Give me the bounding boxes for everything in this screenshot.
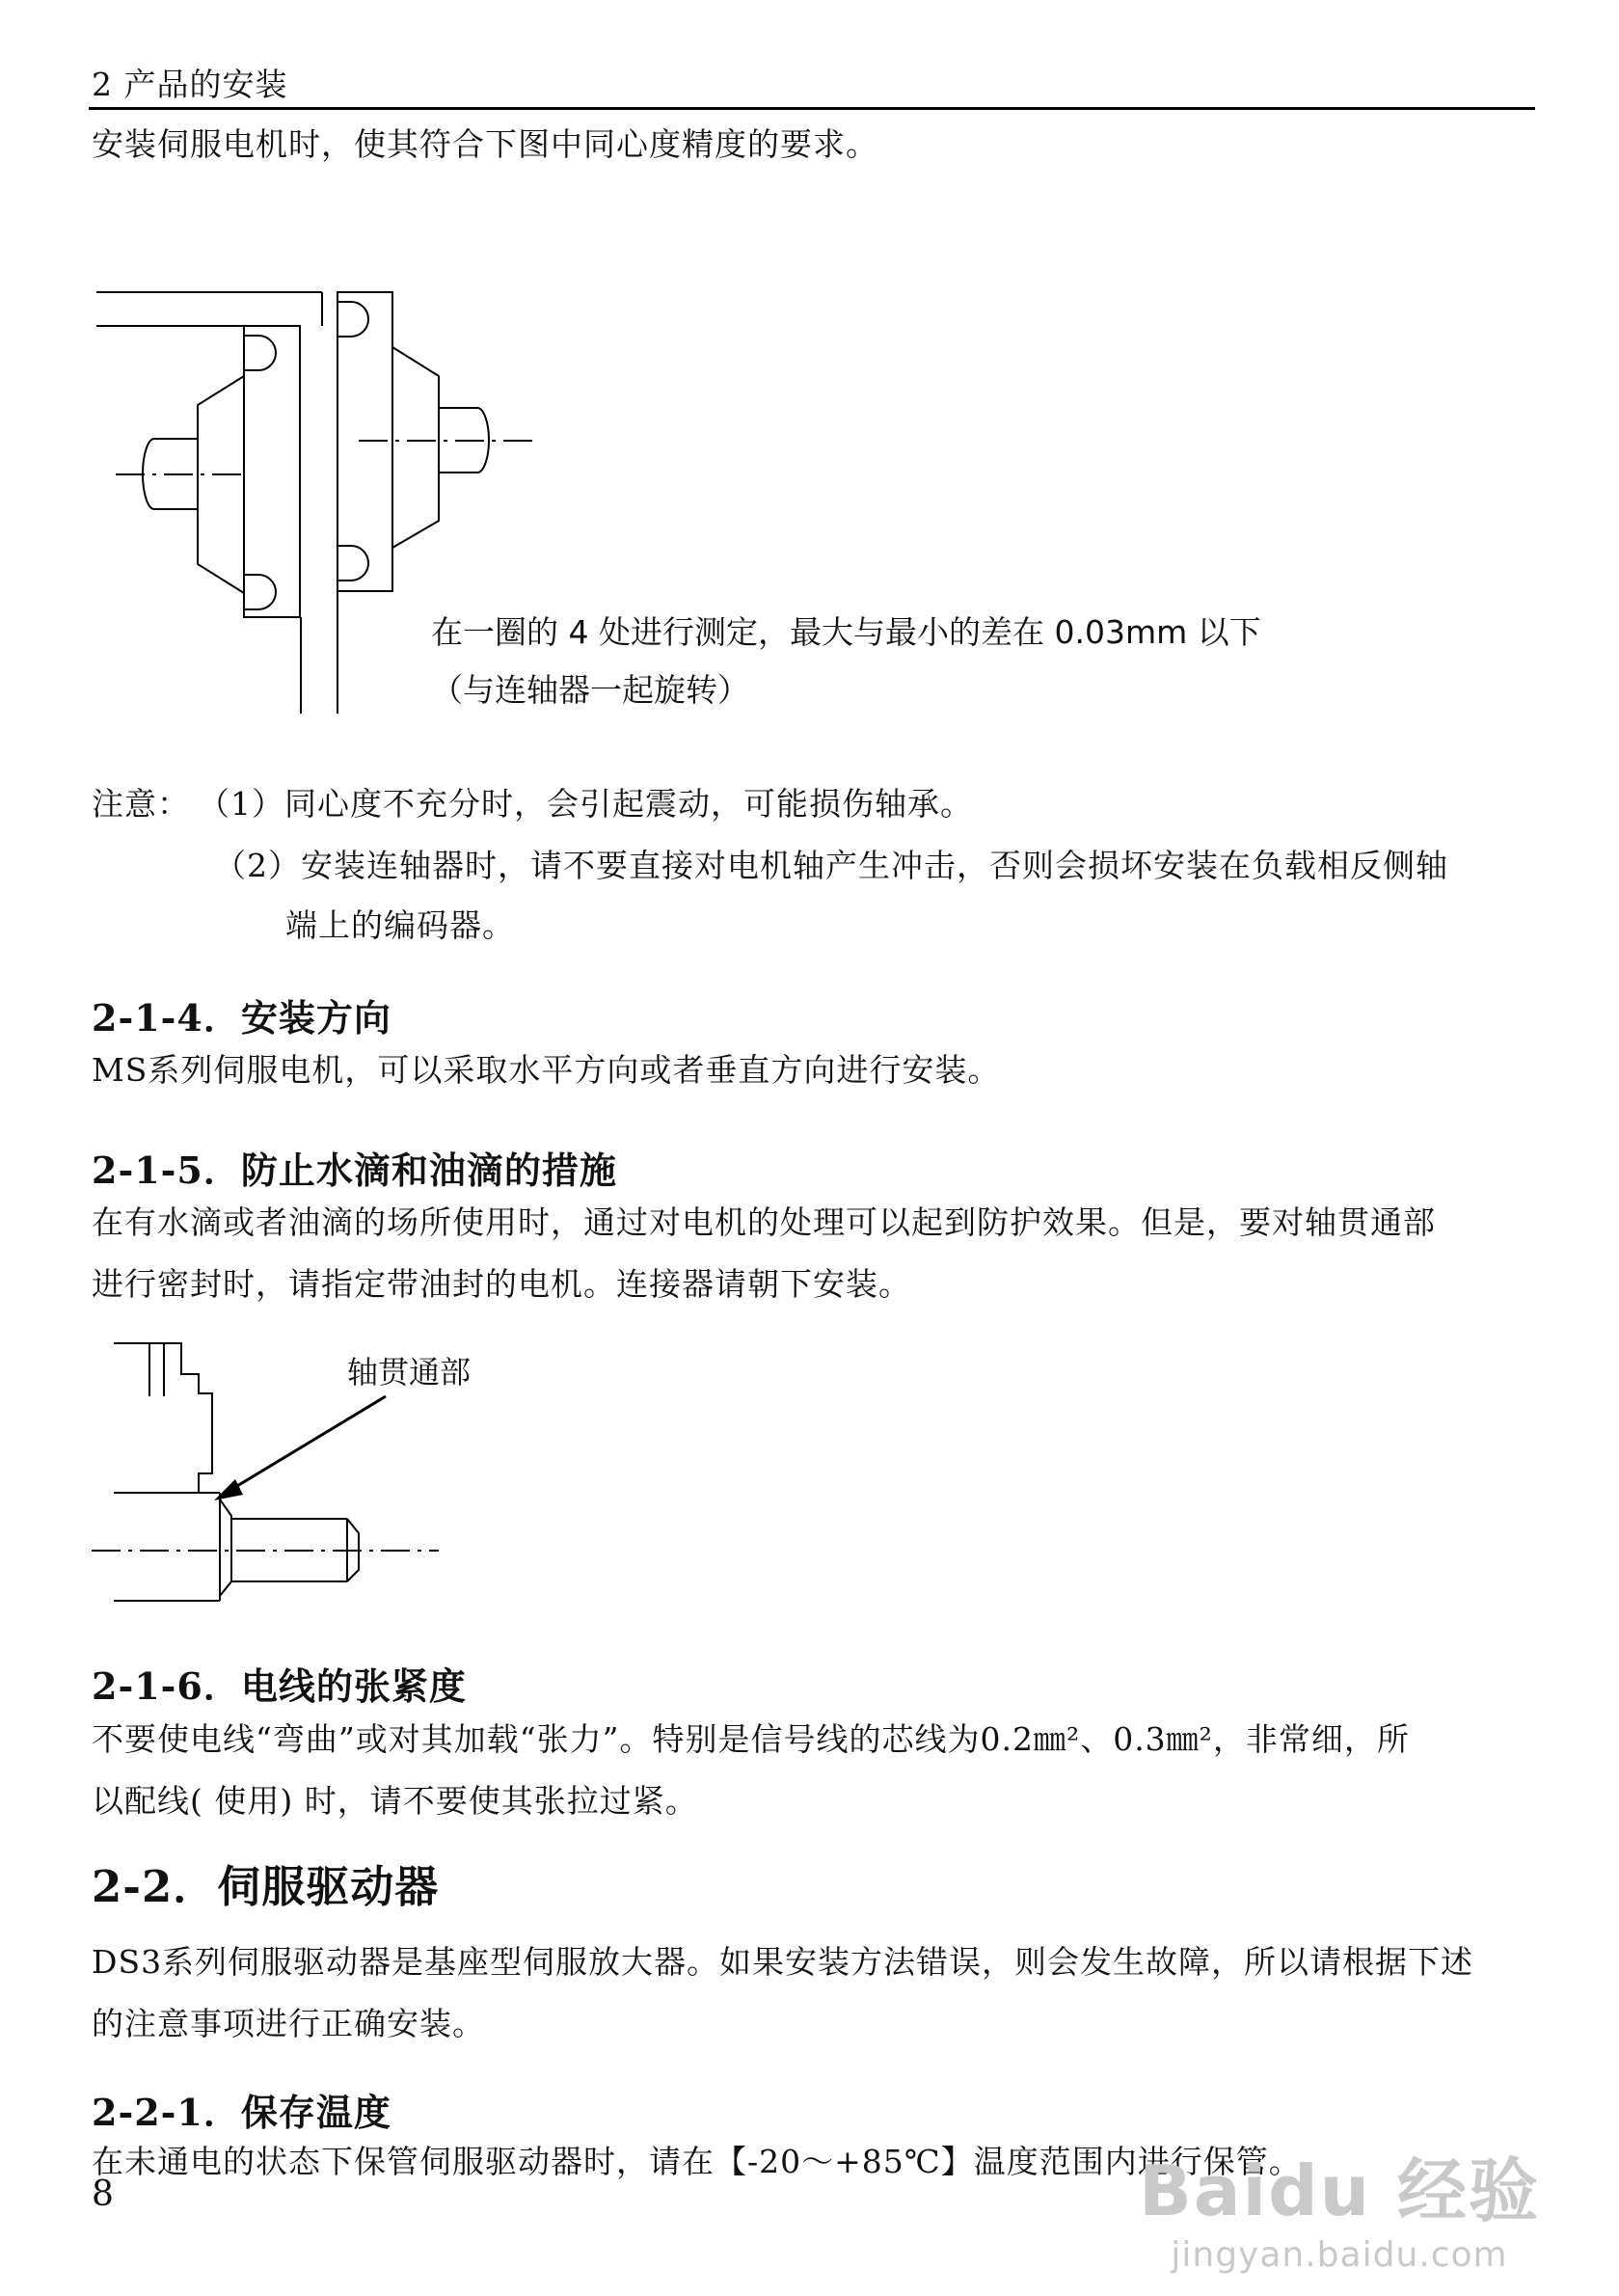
watermark-main: Baidu 经验 bbox=[1138, 2150, 1540, 2231]
watermark-sub: jingyan.baidu.com bbox=[1171, 2235, 1508, 2275]
section-2-2-body-line1: DS3系列伺服驱动器是基座型伺服放大器。如果安装方法错误，则会发生故障，所以请根据下述 bbox=[92, 1943, 1474, 1981]
section-2-1-4-body: MS系列伺服电机，可以采取水平方向或者垂直方向进行安装。 bbox=[92, 1051, 1001, 1089]
section-2-2-1-title: 2-2-1．保存温度 bbox=[92, 2091, 391, 2134]
note-item-2-line2: 端上的编码器。 bbox=[285, 906, 515, 944]
section-2-2-title: 2-2．伺服驱动器 bbox=[92, 1861, 440, 1912]
note-item-2-line1: （2）安装连轴器时，请不要直接对电机轴产生冲击，否则会损坏安装在负载相反侧轴 bbox=[214, 847, 1448, 884]
section-2-1-6-body-line2: 以配线( 使用) 时，请不要使其张拉过紧。 bbox=[92, 1782, 698, 1820]
section-2-1-4-title: 2-1-4．安装方向 bbox=[92, 996, 391, 1040]
section-2-1-6-title: 2-1-6．电线的张紧度 bbox=[92, 1664, 467, 1708]
intro-text: 安装伺服电机时，使其符合下图中同心度精度的要求。 bbox=[92, 125, 878, 163]
section-2-1-5-body-line2: 进行密封时，请指定带油封的电机。连接器请朝下安装。 bbox=[92, 1265, 911, 1303]
page-number: 8 bbox=[92, 2174, 114, 2214]
figure1-caption-line1: 在一圈的 4 处进行测定，最大与最小的差在 0.03mm 以下 bbox=[431, 613, 1261, 651]
running-header: 2 产品的安装 bbox=[92, 66, 288, 103]
note-item-1: （1）同心度不充分时，会引起震动，可能损伤轴承。 bbox=[198, 785, 973, 823]
section-2-2-body-line2: 的注意事项进行正确安装。 bbox=[92, 2005, 485, 2042]
section-2-1-6-body-line1: 不要使电线“弯曲”或对其加载“张力”。特别是信号线的芯线为0.2㎜²、0.3㎜²，非常细，所 bbox=[92, 1720, 1410, 1758]
figure1-caption-line2: （与连轴器一起旋转） bbox=[431, 671, 749, 709]
shaft-penetration-label: 轴贯通部 bbox=[347, 1354, 472, 1391]
watermark bbox=[1139, 2135, 1540, 2275]
section-2-2-1-body: 在未通电的状态下保管伺服驱动器时，请在【-20～+85℃】温度范围内进行保管。 bbox=[92, 2143, 1302, 2180]
section-2-1-5-title: 2-1-5．防止水滴和油滴的措施 bbox=[92, 1148, 617, 1192]
section-2-1-5-body-line1: 在有水滴或者油滴的场所使用时，通过对电机的处理可以起到防护效果。但是，要对轴贯通部 bbox=[92, 1203, 1436, 1241]
notes-label: 注意： bbox=[92, 785, 190, 823]
